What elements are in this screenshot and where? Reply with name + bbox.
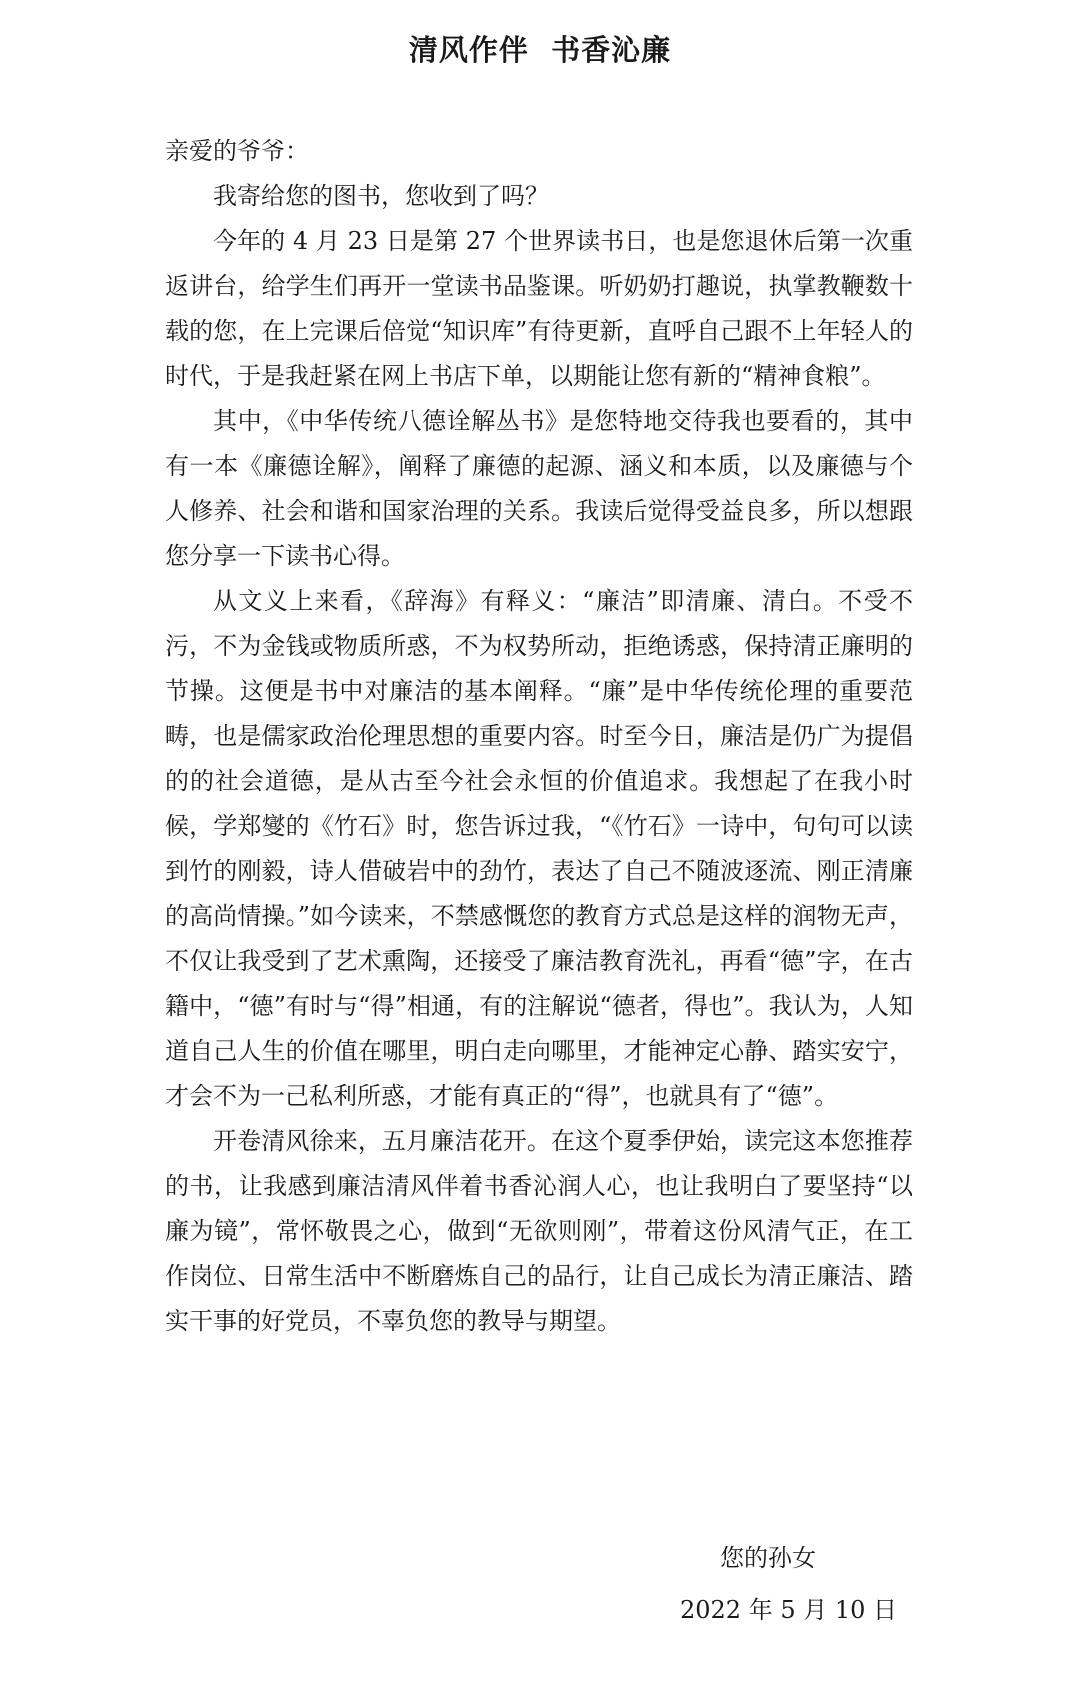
paragraph-1: 我寄给您的图书，您收到了吗？ [213, 182, 549, 210]
paragraph-5: 开卷清风徐来，五月廉洁花开。在这个夏季伊始，读完这本您推荐的书，让我感到廉洁清风伴着书香沁润人心，也让我明白了要坚持“以廉为镜”，常怀敬畏之心，做到“无欲则刚”，带着这份风清气正，在工作岗位、日常生活中不断磨炼自己的品行，让自己成长为清正廉洁、踏实干事的好党员，不辜负您的教导与期望。 [165, 1127, 913, 1335]
greeting: 亲爱的爷爷： [165, 137, 309, 165]
paragraph-4: 从文义上来看，《辞海》有释义：“廉洁”即清廉、清白。不受不污，不为金钱或物质所惑，不为权势所动，拒绝诱惑，保持清正廉明的节操。这便是书中对廉洁的基本阐释。“廉”是中华传统伦理的重要范畴，也是儒家政治伦理思想的重要内容。时至今日，廉洁是仍广为提倡的的社会道德，是从古至今社会永恒的价值追求。我想起了在我小时候，学郑燮的《竹石》时，您告诉过我，“《竹石》一诗中，句句可以读到竹的刚毅，诗人借破岩中的劲竹，表达了自己不随波逐流、刚正清廉的高尚情操。”如今读来，不禁感慨您的教育方式总是这样的润物无声，不仅让我受到了艺术熏陶，还接受了廉洁教育洗礼，再看“德”字，在古籍中，“德”有时与“得”相通，有的注解说“德者，得也”。我认为，人知道自己人生的价值在哪里，明白走向哪里，才能神定心静、踏实安宁，才会不为一己私利所惑，才能有真正的“得”，也就具有了“德”。 [165, 587, 913, 1110]
signature: 您的孙女 [720, 1544, 816, 1572]
paragraph-2: 今年的 4 月 23 日是第 27 个世界读书日，也是您退休后第一次重返讲台，给学生们再开一堂读书品鉴课。听奶奶打趣说，执掌教鞭数十载的您，在上完课后倍觉“知识库”有待更新，直呼自己跟不上年轻人的时代，于是我赶紧在网上书店下单，以期能让您有新的“精神食粮”。 [165, 227, 913, 390]
page-title: 清风作伴 书香沁廉 [408, 33, 672, 67]
paragraph-3: 其中，《中华传统八德诠解丛书》是您特地交待我也要看的，其中有一本《廉德诠解》，阐释了廉德的起源、涵义和本质，以及廉德与个人修养、社会和谐和国家治理的关系。我读后觉得受益良多，所以想跟您分享一下读书心得。 [165, 407, 913, 570]
letter-date: 2022 年 5 月 10 日 [680, 1596, 898, 1624]
letter-body [165, 129, 913, 1344]
